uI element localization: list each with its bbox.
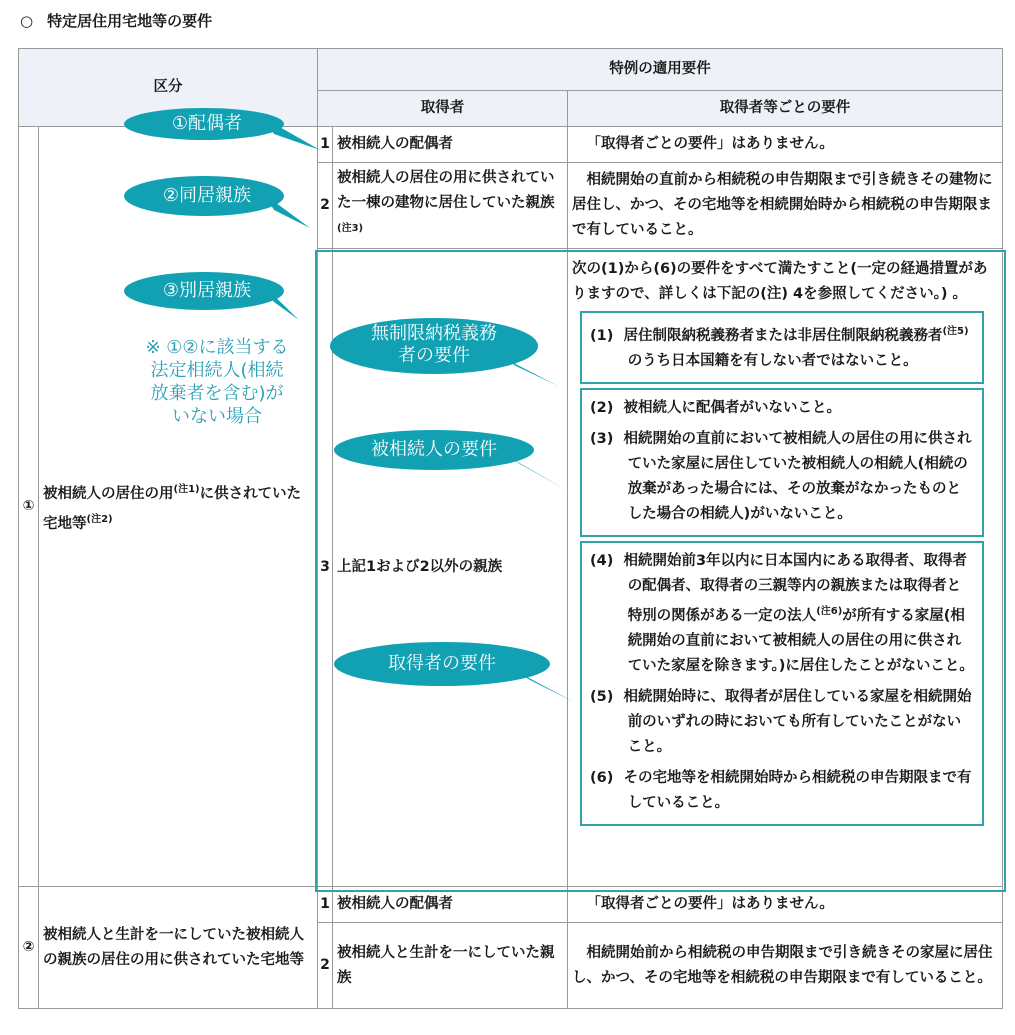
- requirement-item: (2) 被相続人に配偶者がいないこと。: [590, 400, 841, 416]
- requirement-cell: 「取得者ごとの要件」はありません。: [568, 887, 1003, 923]
- legal-heir-note: ※ ①②に該当する 法定相続人(相続 放棄者を含む)が いない場合: [145, 337, 289, 427]
- acquirer-cell: 上記1および2以外の親族: [333, 249, 568, 887]
- acquirer-cell: 被相続人と生計を一にしていた親族: [333, 923, 568, 1009]
- section2-label: 被相続人と生計を一にしていた被相続人の親族の居住の用に供されていた宅地等: [39, 887, 318, 1009]
- bubble-spouse: ①配偶者: [124, 108, 290, 142]
- acquirer-cell: 被相続人の居住の用に供されていた一棟の建物に居住していた親族$^{(注3)}$: [333, 163, 568, 249]
- section1-label: 被相続人の居住の用$^{(注1)}$に供されていた宅地等$^{(注2)}$: [39, 127, 318, 887]
- section2-marker: ②: [19, 887, 39, 1009]
- circle-icon: ○: [20, 12, 34, 30]
- requirement-item: (4) 相続開始前3年以内に日本国内にある取得者、取得者の配偶者、取得者の三親等内の親族または取得者と特別の関係がある一定の法人$^{(注6)}$が所有する家屋(相続開始の直前において被相続人の居住の用に供されていた家屋を除きます。)に居住したことがないこと。: [590, 553, 974, 674]
- requirement-cell: 相続開始前から相続税の申告期限まで引き続きその家屋に居住し、かつ、その宅地等を相続税の申告期限まで有していること。: [568, 923, 1003, 1009]
- header-special-req: 特例の適用要件: [318, 49, 1003, 91]
- requirement-item: (6) その宅地等を相続開始時から相続税の申告期限まで有していること。: [590, 770, 972, 811]
- page-title-text: 特定居住用宅地等の要件: [47, 12, 213, 30]
- row-number: 2: [318, 163, 333, 249]
- header-acquirer: 取得者: [318, 91, 568, 127]
- requirement-item: (1) 居住制限納税義務者または非居住制限納税義務者$^{(注5)}$のうち日本国籍を有しない者ではないこと。: [590, 326, 969, 369]
- row-number: 2: [318, 923, 333, 1009]
- bubble-decedent: 被相続人の要件: [334, 430, 534, 470]
- requirement-item: (5) 相続開始時に、取得者が居住している家屋を相続開始前のいずれの時においても所有していたことがないこと。: [590, 689, 972, 755]
- requirement-cell: 「取得者ごとの要件」はありません。: [568, 127, 1003, 163]
- acquirer-cell: 被相続人の配偶者: [333, 887, 568, 923]
- row-number: 1: [318, 887, 333, 923]
- row-number: 3: [318, 249, 333, 887]
- header-category: 区分: [19, 49, 318, 127]
- requirement-item: (3) 相続開始の直前において被相続人の居住の用に供されていた家屋に居住していた被相続人の相続人(相続の放棄があった場合には、その放棄がなかったものとした場合の相続人)がいないこと。: [590, 431, 972, 522]
- requirements-intro: 次の(1)から(6)の要件をすべて満たすこと(一定の経過措置がありますので、詳しくは下記の(注) 4を参照してください。) 。: [572, 261, 988, 302]
- section1-marker: ①: [19, 127, 39, 887]
- bubble-separate: ③別居親族: [124, 272, 290, 310]
- requirement-cell: 相続開始の直前から相続税の申告期限まで引き続きその建物に居住し、かつ、その宅地等を相続開始時から相続税の申告期限まで有していること。: [568, 163, 1003, 249]
- bubble-acquirer: 取得者の要件: [334, 642, 550, 686]
- row-number: 1: [318, 127, 333, 163]
- bubble-cohabiting: ②同居親族: [124, 176, 290, 216]
- page-title: [20, 10, 212, 31]
- acquirer-cell: 被相続人の配偶者: [333, 127, 568, 163]
- bubble-unlimited-taxpayer: 無制限納税義務 者の要件: [330, 318, 538, 374]
- header-per-acquirer-req: 取得者等ごとの要件: [568, 91, 1003, 127]
